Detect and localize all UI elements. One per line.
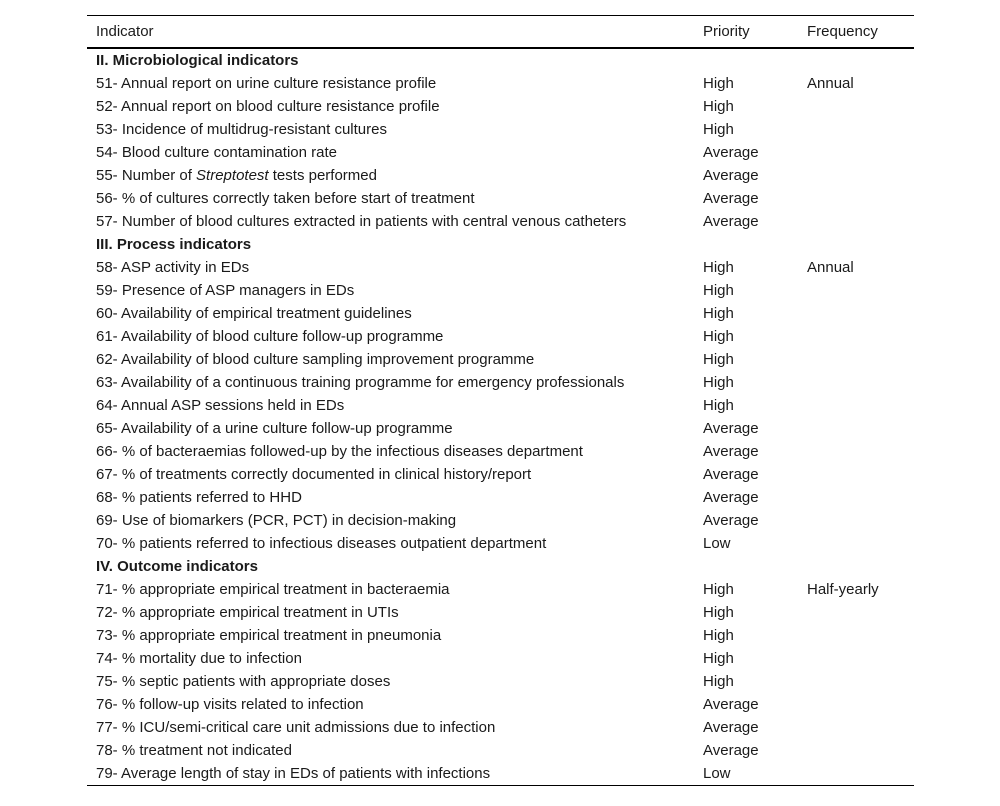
priority-cell: High	[703, 259, 734, 276]
indicator-cell: 64- Annual ASP sessions held in EDs	[96, 397, 345, 414]
priority-cell: High	[703, 75, 734, 92]
priority-cell: High	[703, 581, 734, 598]
frequency-cell: Annual	[807, 259, 854, 276]
priority-cell: Average	[703, 420, 759, 437]
table-row	[87, 463, 914, 486]
indicator-cell: 65- Availability of a urine culture follow-up programme	[96, 420, 453, 437]
frequency-cell	[798, 509, 914, 532]
frequency-cell	[798, 670, 914, 693]
section-row	[87, 233, 914, 256]
frequency-cell	[798, 624, 914, 647]
indicator-cell: 77- % ICU/semi-critical care unit admissions due to infection	[96, 719, 496, 736]
frequency-cell	[798, 486, 914, 509]
indicator-cell: 69- Use of biomarkers (PCR, PCT) in decision-making	[96, 512, 457, 529]
frequency-cell	[798, 187, 914, 210]
indicator-cell: 58- ASP activity in EDs	[96, 259, 250, 276]
indicator-text-pre: 55- Number of	[96, 167, 197, 184]
frequency-cell: Half-yearly	[807, 581, 879, 598]
frequency-cell	[798, 164, 914, 187]
priority-cell: High	[703, 305, 734, 322]
table-row	[87, 716, 914, 739]
frequency-cell	[798, 118, 914, 141]
indicator-cell: 57- Number of blood cultures extracted in patients with central venous catheters	[96, 213, 627, 230]
table-header	[87, 16, 914, 49]
priority-cell: Average	[703, 512, 759, 529]
frequency-cell	[798, 95, 914, 118]
priority-cell: High	[703, 627, 734, 644]
indicator-cell: 56- % of cultures correctly taken before start of treatment	[96, 190, 475, 207]
priority-cell: Average	[703, 489, 759, 506]
frequency-cell	[798, 348, 914, 371]
frequency-cell	[798, 693, 914, 716]
table-row	[87, 348, 914, 371]
header-priority: Priority	[703, 23, 750, 40]
priority-cell: Average	[703, 167, 759, 184]
table-row	[87, 210, 914, 233]
frequency-cell	[798, 302, 914, 325]
table-row	[87, 302, 914, 325]
priority-cell: Average	[703, 144, 759, 161]
section-title: II. Microbiological indicators	[96, 52, 299, 69]
priority-cell: High	[703, 98, 734, 115]
table-row	[87, 95, 914, 118]
frequency-cell	[798, 279, 914, 302]
section-title: III. Process indicators	[96, 236, 252, 253]
table-row	[87, 118, 914, 141]
header-indicator: Indicator	[96, 23, 154, 40]
frequency-cell	[798, 716, 914, 739]
section-title: IV. Outcome indicators	[96, 558, 258, 575]
indicator-cell: 79- Average length of stay in EDs of patients with infections	[96, 765, 491, 782]
frequency-cell	[798, 532, 914, 555]
indicator-cell: 73- % appropriate empirical treatment in pneumonia	[96, 627, 442, 644]
table-row	[87, 601, 914, 624]
indicator-cell: 66- % of bacteraemias followed-up by the infectious diseases department	[96, 443, 583, 460]
priority-cell: High	[703, 374, 734, 391]
indicators-table	[87, 15, 914, 786]
table-row	[87, 486, 914, 509]
header-row	[87, 16, 914, 49]
indicator-cell: 51- Annual report on urine culture resistance profile	[96, 75, 437, 92]
indicator-text-post: tests performed	[268, 167, 377, 184]
indicator-cell: 72- % appropriate empirical treatment in UTIs	[96, 604, 399, 621]
frequency-cell	[798, 371, 914, 394]
priority-cell: High	[703, 397, 734, 414]
indicator-cell: 78- % treatment not indicated	[96, 742, 292, 759]
table-row	[87, 256, 914, 279]
indicator-cell: 74- % mortality due to infection	[96, 650, 302, 667]
frequency-cell	[798, 762, 914, 786]
table-row	[87, 739, 914, 762]
indicator-cell: 59- Presence of ASP managers in EDs	[96, 282, 355, 299]
priority-cell: High	[703, 650, 734, 667]
table-row	[87, 394, 914, 417]
frequency-cell	[798, 440, 914, 463]
frequency-cell	[798, 601, 914, 624]
priority-cell: High	[703, 351, 734, 368]
table-row	[87, 141, 914, 164]
section-row	[87, 555, 914, 578]
priority-cell: Low	[703, 765, 731, 782]
indicator-text-emphasis: Streptotest	[196, 167, 269, 184]
frequency-cell	[798, 463, 914, 486]
priority-cell: High	[703, 121, 734, 138]
priority-cell: Low	[703, 535, 731, 552]
frequency-cell	[798, 141, 914, 164]
indicator-cell: 54- Blood culture contamination rate	[96, 144, 337, 161]
table-row	[87, 371, 914, 394]
frequency-cell	[798, 394, 914, 417]
table-row	[87, 509, 914, 532]
frequency-cell	[798, 417, 914, 440]
indicator-cell: 63- Availability of a continuous training programme for emergency professionals	[96, 374, 625, 391]
priority-cell: Average	[703, 190, 759, 207]
indicator-cell: 62- Availability of blood culture sampling improvement programme	[96, 351, 535, 368]
priority-cell: High	[703, 328, 734, 345]
table-row	[87, 532, 914, 555]
indicator-cell: 76- % follow-up visits related to infection	[96, 696, 364, 713]
frequency-cell	[798, 739, 914, 762]
priority-cell: Average	[703, 696, 759, 713]
indicator-cell: 67- % of treatments correctly documented in clinical history/report	[96, 466, 532, 483]
priority-cell: Average	[703, 443, 759, 460]
table-row	[87, 647, 914, 670]
indicator-cell	[87, 164, 694, 187]
table-row	[87, 440, 914, 463]
indicator-cell: 52- Annual report on blood culture resistance profile	[96, 98, 440, 115]
frequency-cell	[798, 325, 914, 348]
table-row	[87, 325, 914, 348]
priority-cell: Average	[703, 719, 759, 736]
indicator-cell: 60- Availability of empirical treatment guidelines	[96, 305, 412, 322]
frequency-cell: Annual	[807, 75, 854, 92]
table-body	[87, 48, 914, 786]
indicator-cell: 71- % appropriate empirical treatment in bacteraemia	[96, 581, 450, 598]
table-row	[87, 670, 914, 693]
priority-cell: High	[703, 604, 734, 621]
frequency-cell	[798, 647, 914, 670]
priority-cell: Average	[703, 742, 759, 759]
table-row	[87, 578, 914, 601]
priority-cell: High	[703, 673, 734, 690]
table-row	[87, 762, 914, 786]
table-row	[87, 624, 914, 647]
priority-cell: Average	[703, 466, 759, 483]
table-row	[87, 417, 914, 440]
indicator-cell: 61- Availability of blood culture follow-up programme	[96, 328, 444, 345]
section-row	[87, 48, 914, 72]
priority-cell: Average	[703, 213, 759, 230]
indicator-cell: 70- % patients referred to infectious diseases outpatient department	[96, 535, 547, 552]
frequency-cell	[798, 210, 914, 233]
priority-cell: High	[703, 282, 734, 299]
table-row	[87, 72, 914, 95]
table-row	[87, 279, 914, 302]
table-row	[87, 693, 914, 716]
header-frequency: Frequency	[807, 23, 878, 40]
indicator-cell: 68- % patients referred to HHD	[96, 489, 302, 506]
indicator-cell: 53- Incidence of multidrug-resistant cultures	[96, 121, 387, 138]
table-row	[87, 164, 914, 187]
table-row	[87, 187, 914, 210]
indicator-cell: 75- % septic patients with appropriate doses	[96, 673, 391, 690]
